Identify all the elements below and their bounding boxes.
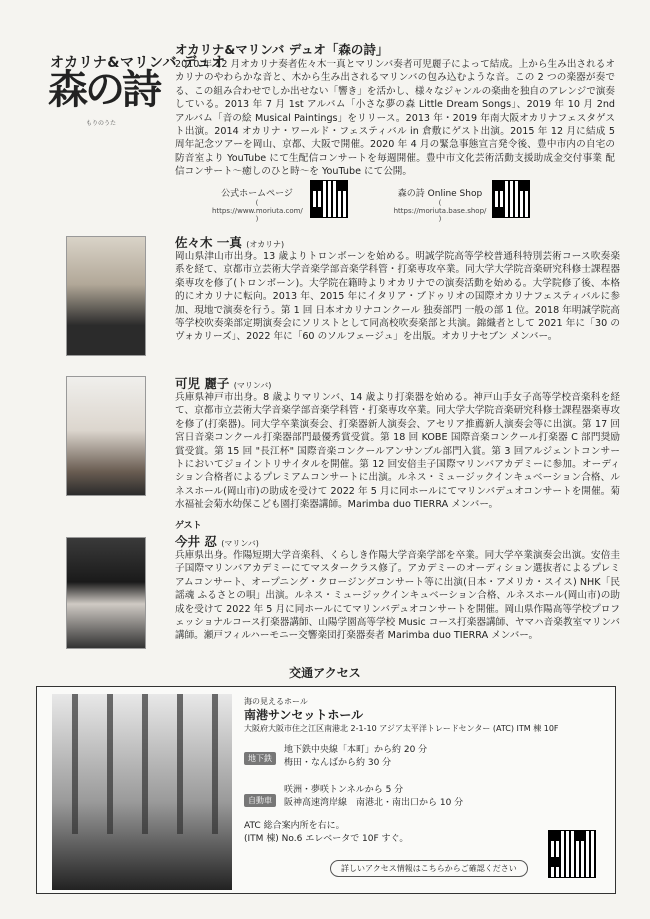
logo-title: 森の詩 (48, 66, 159, 113)
venue-subtitle: 海の見えるホール (244, 697, 308, 706)
subway-line-1: 地下鉄中央線「本町」から約 20 分 (284, 745, 428, 755)
duo-description: 2010 年 12 月オカリナ奏者佐々木一真とマリンバ奏者可児麗子によって結成。上から生み出されるオカリナのやわらかな音と、木から生み出されるマリンバの包み込むような音。この 2 つの楽器が奏でる、この組み合わせでしか出せない「響き」を活かし、様々なジャンルの楽曲を独自のアレンジで演奏している。2013 年 7 月 1st アルバム「小さな夢の森 Little Dream Songs」、2019 年 10 月 2nd アルバム「音の絵 Musical Paintings」をリリース。2013 年・2019 年南大阪オカリナフェスタゲスト出演。2014 オカリナ・ワールド・フェスティバル in 倉敷にゲスト出演。2015 年 12 月に結成 5 周年記念ツアーを岡山、京都、大阪で開催。2020 年 4 月の緊急事態宣言発令後、豊中市内の自宅の防音室より YouTube にて生配信コンサートを毎週開催。豊中市文化芸術活動支援助成金交付事業 配信コンサート〜癒しのひと時〜を YouTube にて公開。 (175, 59, 616, 178)
member-bio-sasaki: 岡山県津山市出身。13 歳よりトロンボーンを始める。明誠学院高等学校普通科特別芸術コース吹奏楽系を経て、京都市立芸術大学音楽学部音楽学科管・打楽専攻卒業。同大学大学院音楽研究科修士課程器楽専攻を修了(トロンボーン)。大学院在籍時よりオカリナでの演奏活動を始める。大学院修了後、本格的にオカリナに転向。2013 年、2015 年にイタリア・ブドゥリオの国際オカリナフェスティバルに参加、現地で演奏を行う。第 1 回 日本オカリナコンクール 独奏部門 一般の部 1 位。2018 年明誠学院高等学校吹奏楽部定期演奏会にソリストとして同高校吹奏楽部と共演。錦織者として 2021 年に「30 のヴォカリーズ」、2022 年に「60 のソルフェージュ」を出版。オカリナセブン メンバー。 (175, 251, 620, 343)
subway-line-2: 梅田・なんばから約 30 分 (284, 758, 392, 768)
member-bio-imai: 兵庫県出身。作陽短期大学音楽科、くらしき作陽大学音楽学部を卒業。同大学卒業演奏会出演。安倍圭子国際マリンバアカデミーにてマスタークラス修了。アカデミーのオーディション選抜者によるプレミアムコンサート、オープニング・クロージングコンサート等に出演(日本・アメリカ・スイス) NHK「民謡魂 ふるさとの唄」出演。ルネス・ミュージックインキュベーション合格、ルネスホール(岡山市)の助成を受けて 2022 年 5 月に同ホールにてマリンバデュオコンサートを開催。岡山県作陽高等学校プロフェッショナルコース打楽器講師、山陽学園高等学校 Music コース打楽器講師、ヤマハ音楽教室マリンバ講師。瀬戸フィルハーモニー交響楽団打楽器奏者 Marimba duo TIERRA メンバー。 (175, 550, 620, 642)
shop-link[interactable] (392, 186, 488, 223)
member-name-kani (175, 374, 271, 392)
venue-name: 南港サンセットホール (244, 708, 364, 722)
subway-tag: 地下鉄 (244, 746, 276, 765)
member-photo-imai (66, 537, 146, 649)
member-bio-kani: 兵庫県神戸市出身。8 歳よりマリンバ、14 歳より打楽器を始める。神戸山手女子高等学校音楽科を経て、京都市立芸術大学音楽学部音楽学科管・打楽専攻卒業。同大学大学院音楽研究科修士課程器楽専攻を修了(打楽器)。同大学卒業演奏会、打楽器新人演奏会、アセリア推薦新人演奏会等に出演。第 17 回宮日音楽コンクール打楽器部門最優秀賞受賞。第 18 回 KOBE 国際音楽コンクール打楽器 C 部門奨励賞受賞。第 15 回 "長江杯" 国際音楽コンクールアンサンブル部門入賞。第 3 回アルジェントコンサートにおいてジョイントリサイタルを開催。第 12 回安倍圭子国際マリンバアカデミーに参加。オーディション合格者によるプレミアムコンサートに出演。ルネス・ミュージックインキュベーション合格、ルネスホール(岡山市)の助成を受けて 2022 年 5 月に同ホールにてマリンバデュオコンサートを開催。菊水福祉会菊水幼保こども園打楽器講師。Marimba duo TIERRA メンバー。 (175, 392, 620, 511)
car-tag: 自動車 (244, 788, 276, 807)
member-name-sasaki (175, 233, 284, 251)
member-name: 佐々木 一真 (175, 235, 242, 250)
shop-url[interactable]: ( https://moriuta.base.shop/ ) (393, 199, 487, 223)
subway-info (284, 744, 427, 770)
member-name: 今井 忍 (175, 534, 217, 549)
member-name: 可児 麗子 (175, 376, 230, 391)
logo-subtitle: オカリナ&マリンバ デュオ (50, 55, 226, 71)
access-qr-icon[interactable] (548, 830, 596, 878)
shop-qr-icon[interactable] (492, 180, 530, 218)
homepage-label: 公式ホームページ (221, 189, 293, 199)
access-title: 交通アクセス (289, 666, 361, 680)
member-name-imai (175, 532, 259, 550)
venue-address: 大阪府大阪市住之江区南港北 2-1-10 アジア太平洋トレードセンター (ATC) ITM 棟 10F (244, 724, 559, 733)
member-photo-kani (66, 376, 146, 496)
car-info (284, 784, 463, 810)
member-role: (マリンバ) (233, 381, 272, 390)
logo-kana: もりのうた (86, 120, 117, 127)
member-photo-sasaki (66, 236, 146, 356)
member-role: (オカリナ) (246, 240, 285, 249)
access-details-link[interactable]: 詳しいアクセス情報はこちらからご確認ください (330, 860, 528, 877)
homepage-qr-icon[interactable] (310, 180, 348, 218)
guest-label: ゲスト (175, 521, 202, 531)
hall-photo (52, 694, 232, 890)
homepage-link[interactable] (212, 186, 302, 223)
member-role: (マリンバ) (221, 539, 259, 548)
access-notes (244, 820, 408, 846)
access-note-2: (ITM 棟) No.6 エレベータで 10F すぐ。 (244, 834, 409, 844)
car-line-1: 咲洲・夢咲トンネルから 5 分 (284, 785, 404, 795)
car-line-2: 阪神高速湾岸線 南港北・南出口から 10 分 (284, 798, 464, 808)
homepage-url[interactable]: ( https://www.moriuta.com/ ) (212, 199, 303, 223)
access-note-1: ATC 総合案内所を右に。 (244, 821, 345, 831)
duo-title: オカリナ&マリンバ デュオ「森の詩」 (175, 42, 389, 57)
shop-label: 森の詩 Online Shop (397, 189, 483, 199)
